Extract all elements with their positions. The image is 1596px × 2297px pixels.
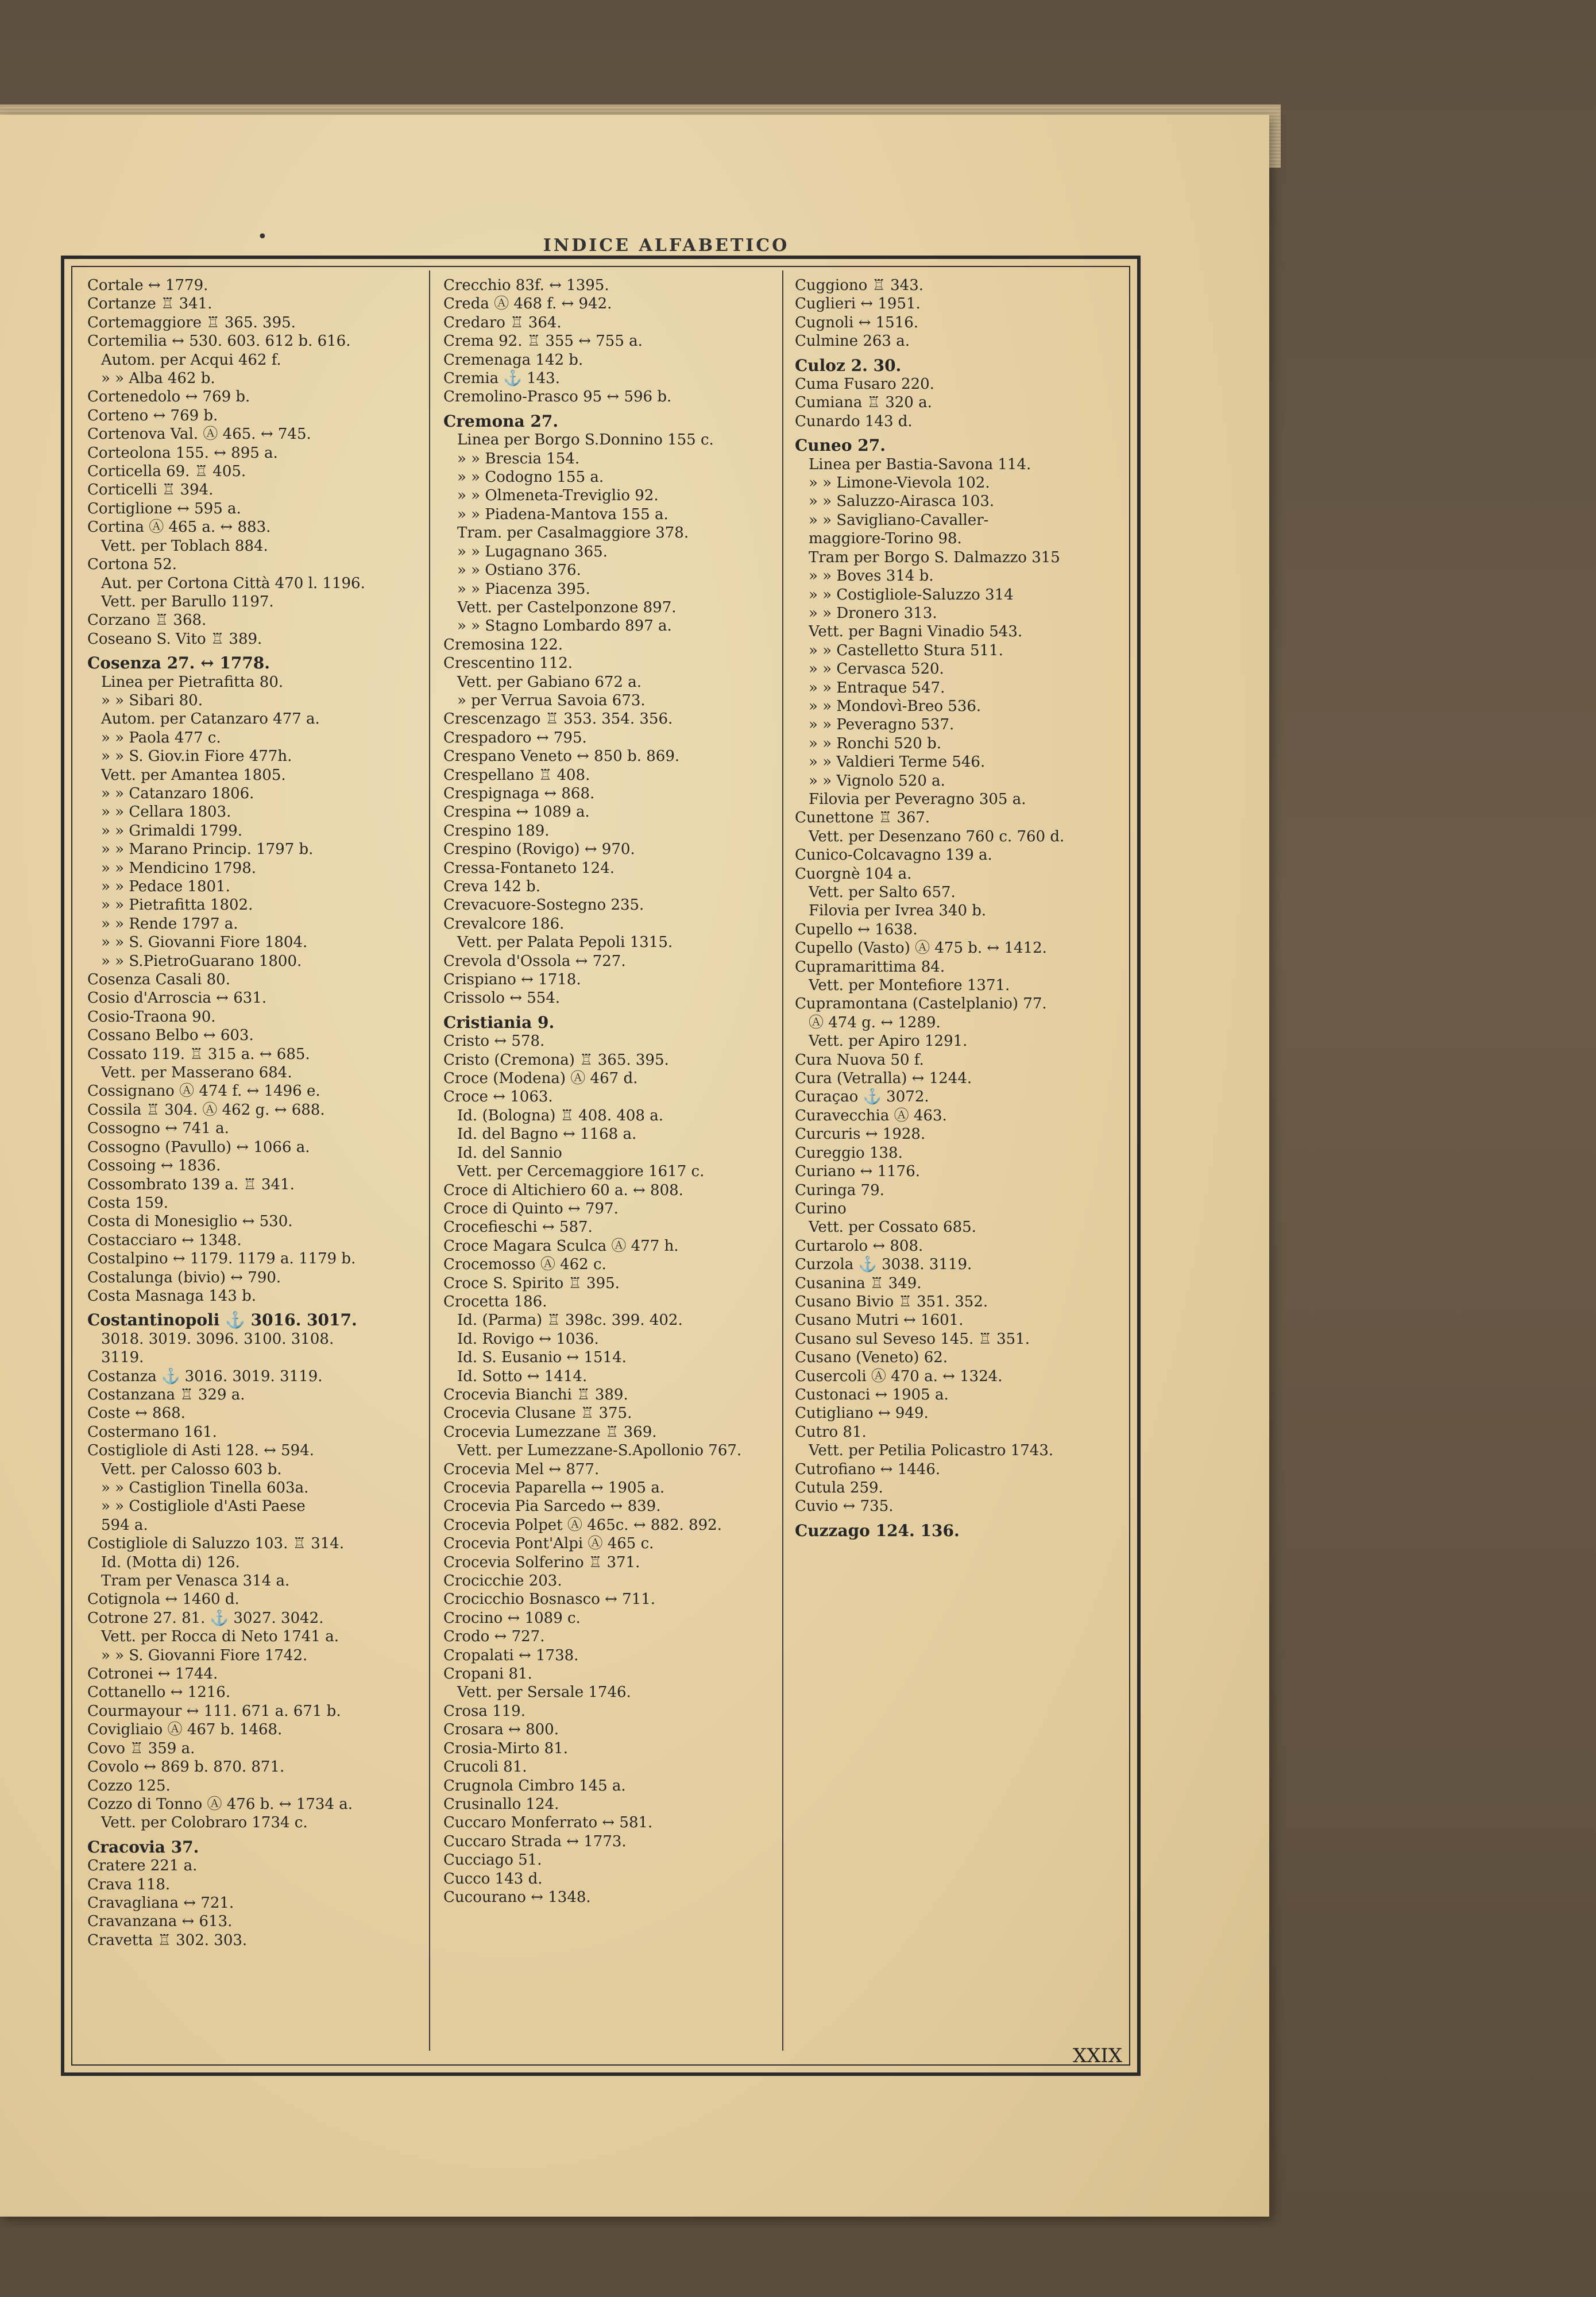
- index-entry: Cosenza Casali 80.: [87, 971, 230, 989]
- index-entry: Cunardo 143 d.: [795, 412, 913, 430]
- index-entry: Vett. per Cossato 685.: [809, 1219, 976, 1236]
- index-entry: » » Cervasca 520.: [809, 660, 944, 678]
- index-entry: Cravanzana ↔ 613.: [87, 1913, 233, 1931]
- index-entry: Cusano (Veneto) 62.: [795, 1349, 948, 1367]
- index-entry: Crocicchio Bosnasco ↔ 711.: [443, 1591, 656, 1608]
- index-entry: Curzola ⚓ 3038. 3119.: [795, 1256, 972, 1274]
- index-entry: Id. S. Eusanio ↔ 1514.: [457, 1349, 627, 1367]
- index-entry: Cosio-Traona 90.: [87, 1008, 216, 1026]
- index-entry: » » Castelletto Stura 511.: [809, 641, 1003, 659]
- index-entry: Cossoing ↔ 1836.: [87, 1157, 221, 1175]
- index-entry: Cotignola ↔ 1460 d.: [87, 1591, 239, 1608]
- index-entry: Cortenova Val. Ⓐ 465. ↔ 745.: [87, 426, 311, 443]
- index-entry: Corteolona 155. ↔ 895 a.: [87, 444, 278, 462]
- index-entry: » » Costigliole d'Asti Paese: [101, 1498, 306, 1515]
- index-entry: Cucciago 51.: [443, 1851, 542, 1869]
- index-entry: Crocicchie 203.: [443, 1572, 562, 1590]
- index-entry: » » Entraque 547.: [809, 679, 945, 697]
- index-entry: » » Saluzzo-Airasca 103.: [809, 493, 995, 511]
- index-entry: » » Piadena-Mantova 155 a.: [457, 505, 668, 523]
- index-entry: » » Costigliole-Saluzzo 314: [809, 586, 1014, 604]
- index-entry: » » Peveragno 537.: [809, 716, 954, 734]
- index-entry: Cortenedolo ↔ 769 b.: [87, 388, 250, 406]
- index-entry: » » Castiglion Tinella 603a.: [101, 1479, 309, 1496]
- index-entry: Cunico-Colcavagno 139 a.: [795, 846, 992, 864]
- index-entry: Crocino ↔ 1089 c.: [443, 1609, 581, 1627]
- index-entry: Corticelli ♖ 394.: [87, 481, 214, 499]
- index-entry: Cotronei ↔ 1744.: [87, 1665, 218, 1683]
- index-entry: » » Olmeneta-Treviglio 92.: [457, 487, 659, 505]
- column-divider: [429, 270, 430, 2051]
- index-entry: Vett. per Amantea 1805.: [101, 766, 286, 784]
- index-entry: Crocevia Polpet Ⓐ 465c. ↔ 882. 892.: [443, 1516, 722, 1534]
- index-entry: Courmayour ↔ 111. 671 a. 671 b.: [87, 1702, 341, 1720]
- index-entry: Cortina Ⓐ 465 a. ↔ 883.: [87, 519, 271, 536]
- index-entry: 3018. 3019. 3096. 3100. 3108.: [101, 1330, 334, 1348]
- index-entry: Costacciaro ↔ 1348.: [87, 1231, 242, 1249]
- index-entry: » » Paola 477 c.: [101, 729, 221, 747]
- index-entry: Curavecchia Ⓐ 463.: [795, 1107, 947, 1124]
- index-entry: » » Pedace 1801.: [101, 878, 230, 895]
- index-entry: » » Ronchi 520 b.: [809, 734, 942, 752]
- index-entry: Cumiana ♖ 320 a.: [795, 394, 932, 412]
- index-entry: Curaçao ⚓ 3072.: [795, 1088, 929, 1106]
- index-entry: Vett. per Barullo 1197.: [101, 593, 274, 610]
- index-entry: Crocevia Clusane ♖ 375.: [443, 1405, 632, 1422]
- index-entry: Corzano ♖ 368.: [87, 612, 207, 629]
- index-entry: Autom. per Acqui 462 f.: [101, 351, 281, 369]
- index-entry: » » Savigliano-Cavaller-: [809, 511, 989, 529]
- index-entry: Cuggiono ♖ 343.: [795, 277, 924, 294]
- index-entry: Ⓐ 474 g. ↔ 1289.: [809, 1014, 941, 1031]
- index-heading-entry: Cristiania 9.: [443, 1012, 555, 1032]
- index-entry: » » Codogno 155 a.: [457, 469, 604, 486]
- index-entry: Vett. per Toblach 884.: [101, 537, 268, 555]
- index-entry: 3119.: [101, 1349, 144, 1367]
- index-entry: Cortona 52.: [87, 556, 177, 574]
- index-entry: Vett. per Masserano 684.: [101, 1064, 292, 1082]
- index-entry: Vett. per Apiro 1291.: [809, 1033, 968, 1050]
- index-entry: Cuglieri ↔ 1951.: [795, 295, 921, 313]
- index-heading-entry: Cracovia 37.: [87, 1837, 199, 1857]
- index-entry: Vett. per Cercemaggiore 1617 c.: [457, 1163, 705, 1181]
- index-entry: Costa Masnaga 143 b.: [87, 1287, 257, 1305]
- index-entry: Vett. per Rocca di Neto 1741 a.: [101, 1628, 339, 1646]
- index-entry: Crosa 119.: [443, 1702, 525, 1720]
- index-entry: Id. (Motta di) 126.: [101, 1553, 240, 1571]
- index-entry: Crocefieschi ↔ 587.: [443, 1219, 593, 1236]
- index-entry: Cremolino-Prasco 95 ↔ 596 b.: [443, 388, 672, 406]
- index-entry: Crosara ↔ 800.: [443, 1721, 559, 1739]
- index-entry: Vett. per Colobraro 1734 c.: [101, 1814, 308, 1832]
- index-entry: Cusano Mutri ↔ 1601.: [795, 1312, 964, 1329]
- index-entry: Covolo ↔ 869 b. 870. 871.: [87, 1758, 285, 1776]
- index-entry: Cutro 81.: [795, 1423, 867, 1441]
- index-entry: Cratere 221 a.: [87, 1857, 198, 1875]
- index-entry: Vett. per Lumezzane-S.Apollonio 767.: [457, 1442, 742, 1460]
- index-entry: Tram per Borgo S. Dalmazzo 315: [809, 548, 1060, 566]
- index-entry: Cossano Belbo ↔ 603.: [87, 1027, 254, 1045]
- index-entry: Cusano sul Seveso 145. ♖ 351.: [795, 1330, 1030, 1348]
- index-entry: Cuvio ↔ 735.: [795, 1498, 894, 1515]
- index-entry: Crocetta 186.: [443, 1293, 547, 1310]
- index-entry: Cortanze ♖ 341.: [87, 295, 212, 313]
- index-entry: Id. (Parma) ♖ 398c. 399. 402.: [457, 1312, 683, 1329]
- index-entry: Costa di Monesiglio ↔ 530.: [87, 1213, 293, 1231]
- index-entry: Cozzo 125.: [87, 1777, 171, 1795]
- index-entry: Cortemaggiore ♖ 365. 395.: [87, 314, 296, 331]
- index-entry: Croce S. Spirito ♖ 395.: [443, 1274, 620, 1292]
- index-entry: Crespino (Rovigo) ↔ 970.: [443, 841, 635, 859]
- index-entry: Crecchio 83f. ↔ 1395.: [443, 277, 609, 294]
- index-entry: » » Valdieri Terme 546.: [809, 753, 986, 771]
- index-entry: Croce Magara Sculca Ⓐ 477 h.: [443, 1237, 679, 1255]
- index-entry: Vett. per Montefiore 1371.: [809, 977, 1010, 995]
- index-entry: Cortemilia ↔ 530. 603. 612 b. 616.: [87, 332, 351, 350]
- index-entry: Cupello (Vasto) Ⓐ 475 b. ↔ 1412.: [795, 939, 1047, 957]
- index-entry: » » Stagno Lombardo 897 a.: [457, 617, 672, 635]
- index-entry: Cucco 143 d.: [443, 1870, 543, 1888]
- page-bullet-mark: •: [257, 227, 268, 247]
- index-frame: [61, 256, 1141, 2076]
- index-entry: Crosia-Mirto 81.: [443, 1739, 569, 1757]
- index-column-2: [443, 276, 776, 2045]
- index-entry: Crespano Veneto ↔ 850 b. 869.: [443, 748, 680, 765]
- index-entry: » » Sibari 80.: [101, 691, 203, 709]
- index-entry: » » S.PietroGuarano 1800.: [101, 952, 302, 970]
- index-entry: Crespellano ♖ 408.: [443, 766, 590, 784]
- index-entry: Costalpino ↔ 1179. 1179 a. 1179 b.: [87, 1250, 356, 1268]
- index-entry: Crusinallo 124.: [443, 1795, 559, 1813]
- index-entry: Id. Rovigo ↔ 1036.: [457, 1330, 599, 1348]
- index-entry: » per Verrua Savoia 673.: [457, 691, 646, 709]
- index-entry: Cura (Vetralla) ↔ 1244.: [795, 1070, 972, 1088]
- index-column-1: [87, 276, 409, 2045]
- index-entry: Cossombrato 139 a. ♖ 341.: [87, 1175, 295, 1193]
- index-entry: » » Rende 1797 a.: [101, 915, 238, 933]
- column-divider: [782, 270, 783, 2051]
- index-entry: Cottanello ↔ 1216.: [87, 1684, 231, 1702]
- index-entry: Costanzana ♖ 329 a.: [87, 1386, 245, 1403]
- index-entry: Crocevia Pia Sarcedo ↔ 839.: [443, 1498, 661, 1515]
- index-entry: Id. del Bagno ↔ 1168 a.: [457, 1126, 637, 1143]
- index-entry: Curcuris ↔ 1928.: [795, 1126, 926, 1143]
- index-entry: Cortiglione ↔ 595 a.: [87, 500, 241, 517]
- index-entry: Crocevia Mel ↔ 877.: [443, 1460, 600, 1478]
- index-entry: Croce (Modena) Ⓐ 467 d.: [443, 1070, 638, 1088]
- index-entry: Cugnoli ↔ 1516.: [795, 314, 919, 331]
- index-entry: Vett. per Salto 657.: [809, 884, 956, 901]
- index-entry: Cuccaro Monferrato ↔ 581.: [443, 1814, 653, 1832]
- index-entry: » » Grimaldi 1799.: [101, 822, 242, 840]
- index-entry: Corteno ↔ 769 b.: [87, 407, 218, 424]
- index-entry: Crespino 189.: [443, 822, 550, 840]
- index-entry: Crevacuore-Sostegno 235.: [443, 896, 644, 914]
- index-entry: Id. del Sannio: [457, 1144, 562, 1162]
- index-entry: Vett. per Sersale 1746.: [457, 1684, 631, 1702]
- index-entry: Cravetta ♖ 302. 303.: [87, 1931, 248, 1949]
- index-entry: Cremia ⚓ 143.: [443, 370, 560, 388]
- index-entry: Crocevia Solferino ♖ 371.: [443, 1553, 640, 1571]
- page-number: XXIX: [1073, 2044, 1123, 2067]
- index-entry: Croce di Altichiero 60 a. ↔ 808.: [443, 1181, 683, 1199]
- index-entry: Cosio d'Arroscia ↔ 631.: [87, 989, 267, 1007]
- index-entry: Crespignaga ↔ 868.: [443, 784, 595, 802]
- index-entry: Cusercoli Ⓐ 470 a. ↔ 1324.: [795, 1367, 1003, 1385]
- index-entry: Covigliaio Ⓐ 467 b. 1468.: [87, 1721, 283, 1739]
- index-entry: Cunettone ♖ 367.: [795, 809, 930, 827]
- index-heading-entry: Cuzzago 124. 136.: [795, 1521, 960, 1540]
- index-entry: Filovia per Ivrea 340 b.: [809, 902, 987, 920]
- index-entry: Curino: [795, 1200, 847, 1217]
- index-entry: Crespina ↔ 1089 a.: [443, 803, 590, 821]
- index-entry: Crocevia Bianchi ♖ 389.: [443, 1386, 628, 1403]
- index-entry: Cureggio 138.: [795, 1144, 903, 1162]
- index-entry: » » S. Giov.in Fiore 477h.: [101, 748, 292, 765]
- index-entry: Cutrofiano ↔ 1446.: [795, 1460, 941, 1478]
- index-entry: Linea per Pietrafitta 80.: [101, 673, 284, 691]
- index-entry: Coste ↔ 868.: [87, 1405, 186, 1422]
- index-entry: Curtarolo ↔ 808.: [795, 1237, 923, 1255]
- index-entry: Crodo ↔ 727.: [443, 1628, 545, 1646]
- index-entry: Crespadoro ↔ 795.: [443, 729, 587, 747]
- index-entry: » » Ostiano 376.: [457, 562, 581, 579]
- index-entry: Cossignano Ⓐ 474 f. ↔ 1496 e.: [87, 1082, 320, 1100]
- index-entry: » » Boves 314 b.: [809, 567, 934, 585]
- index-entry: Crocevia Lumezzane ♖ 369.: [443, 1423, 657, 1441]
- index-entry: Id. Sotto ↔ 1414.: [457, 1367, 588, 1385]
- index-entry: Cusanina ♖ 349.: [795, 1274, 922, 1292]
- index-column-3: [795, 276, 1128, 2045]
- index-entry: Cossogno (Pavullo) ↔ 1066 a.: [87, 1138, 310, 1156]
- index-entry: Tram per Venasca 314 a.: [101, 1572, 290, 1590]
- index-entry: Linea per Borgo S.Donnino 155 c.: [457, 431, 714, 449]
- index-entry: Vett. per Petilia Policastro 1743.: [809, 1442, 1054, 1460]
- index-entry: Id. (Bologna) ♖ 408. 408 a.: [457, 1107, 663, 1124]
- index-entry: 594 a.: [101, 1516, 148, 1534]
- index-entry: Creda Ⓐ 468 f. ↔ 942.: [443, 295, 612, 313]
- index-entry: Cossila ♖ 304. Ⓐ 462 g. ↔ 688.: [87, 1101, 325, 1119]
- index-entry: Costigliole di Asti 128. ↔ 594.: [87, 1442, 315, 1460]
- index-entry: Cristo ↔ 578.: [443, 1033, 545, 1050]
- index-entry: » » Alba 462 b.: [101, 370, 215, 388]
- index-heading-entry: Cuneo 27.: [795, 436, 886, 455]
- index-entry: » » Mondovì-Breo 536.: [809, 697, 981, 715]
- running-title: INDICE ALFABETICO: [543, 235, 790, 256]
- index-entry: » » S. Giovanni Fiore 1804.: [101, 934, 308, 952]
- index-entry: Cremenaga 142 b.: [443, 351, 583, 369]
- index-entry: Covo ♖ 359 a.: [87, 1739, 195, 1757]
- index-entry: Crocevia Paparella ↔ 1905 a.: [443, 1479, 665, 1496]
- index-entry: Cusano Bivio ♖ 351. 352.: [795, 1293, 988, 1310]
- index-entry: » » Brescia 154.: [457, 450, 580, 467]
- index-entry: Crevola d'Ossola ↔ 727.: [443, 952, 626, 970]
- index-entry: Culmine 263 a.: [795, 332, 910, 350]
- index-entry: Corticella 69. ♖ 405.: [87, 463, 246, 481]
- index-entry: Vett. per Castelponzone 897.: [457, 598, 677, 616]
- index-entry: » » Marano Princip. 1797 b.: [101, 841, 314, 859]
- index-entry: Crevalcore 186.: [443, 915, 565, 933]
- index-entry: Crava 118.: [87, 1876, 171, 1893]
- index-entry: Coseano S. Vito ♖ 389.: [87, 630, 262, 648]
- index-entry: Crema 92. ♖ 355 ↔ 755 a.: [443, 332, 643, 350]
- index-entry: Curinga 79.: [795, 1181, 884, 1199]
- index-entry: Costanza ⚓ 3016. 3019. 3119.: [87, 1367, 323, 1385]
- index-entry: Cuorgnè 104 a.: [795, 865, 912, 883]
- index-entry: » » Limone-Vievola 102.: [809, 474, 990, 492]
- index-entry: Cuma Fusaro 220.: [795, 376, 934, 393]
- index-entry: Crissolo ↔ 554.: [443, 989, 561, 1007]
- index-entry: » » S. Giovanni Fiore 1742.: [101, 1646, 308, 1664]
- index-entry: » » Piacenza 395.: [457, 580, 590, 598]
- index-entry: Aut. per Cortona Città 470 l. 1196.: [101, 574, 365, 592]
- index-entry: Crispiano ↔ 1718.: [443, 971, 581, 989]
- index-entry: Cotrone 27. 81. ⚓ 3027. 3042.: [87, 1609, 324, 1627]
- index-entry: Vett. per Bagni Vinadio 543.: [809, 623, 1023, 641]
- index-entry: » » Dronero 313.: [809, 604, 937, 622]
- index-entry: Vett. per Palata Pepoli 1315.: [457, 934, 673, 952]
- index-entry: Cupramontana (Castelplanio) 77.: [795, 995, 1047, 1013]
- index-entry: Crugnola Cimbro 145 a.: [443, 1777, 626, 1795]
- index-entry: » » Cellara 1803.: [101, 803, 231, 821]
- index-entry: Cossogno ↔ 741 a.: [87, 1120, 229, 1138]
- index-entry: » » Vignolo 520 a.: [809, 772, 945, 790]
- index-entry: Filovia per Peveragno 305 a.: [809, 790, 1026, 808]
- index-entry: Vett. per Calosso 603 b.: [101, 1460, 282, 1478]
- index-entry: Credaro ♖ 364.: [443, 314, 562, 331]
- index-entry: Custonaci ↔ 1905 a.: [795, 1386, 949, 1403]
- index-entry: Cupramarittima 84.: [795, 958, 945, 976]
- index-entry: » » Lugagnano 365.: [457, 543, 608, 560]
- index-entry: Costalunga (bivio) ↔ 790.: [87, 1269, 281, 1286]
- index-entry: Cropalati ↔ 1738.: [443, 1646, 579, 1664]
- index-entry: Curiano ↔ 1176.: [795, 1163, 921, 1181]
- index-entry: Linea per Bastia-Savona 114.: [809, 455, 1031, 473]
- index-entry: Cortale ↔ 1779.: [87, 277, 208, 294]
- index-entry: Cressa-Fontaneto 124.: [443, 859, 615, 877]
- index-heading-entry: Costantinopoli ⚓ 3016. 3017.: [87, 1310, 357, 1330]
- index-entry: Costa 159.: [87, 1194, 168, 1212]
- index-entry: Cupello ↔ 1638.: [795, 921, 918, 938]
- index-heading-entry: Cremona 27.: [443, 411, 559, 431]
- index-entry: Cravagliana ↔ 721.: [87, 1894, 234, 1912]
- index-entry: Croce di Quinto ↔ 797.: [443, 1200, 619, 1217]
- index-entry: Cristo (Cremona) ♖ 365. 395.: [443, 1051, 669, 1069]
- index-entry: Costermano 161.: [87, 1423, 217, 1441]
- index-entry: » » Mendicino 1798.: [101, 859, 257, 877]
- index-entry: Costigliole di Saluzzo 103. ♖ 314.: [87, 1535, 345, 1553]
- index-entry: Creva 142 b.: [443, 878, 540, 895]
- index-entry: » » Catanzaro 1806.: [101, 784, 254, 802]
- index-entry: Croce ↔ 1063.: [443, 1088, 553, 1106]
- index-entry: Cropani 81.: [443, 1665, 532, 1683]
- index-entry: Crocevia Pont'Alpi Ⓐ 465 c.: [443, 1535, 654, 1553]
- index-heading-entry: Cosenza 27. ↔ 1778.: [87, 653, 270, 673]
- index-entry: Cozzo di Tonno Ⓐ 476 b. ↔ 1734 a.: [87, 1795, 353, 1813]
- index-heading-entry: Culoz 2. 30.: [795, 355, 902, 375]
- index-entry: Cutula 259.: [795, 1479, 883, 1496]
- index-entry: Cremosina 122.: [443, 636, 563, 653]
- index-entry: Cura Nuova 50 f.: [795, 1051, 924, 1069]
- index-entry: Vett. per Gabiano 672 a.: [457, 673, 642, 691]
- index-entry: » » Pietrafitta 1802.: [101, 896, 253, 914]
- index-entry: Crucoli 81.: [443, 1758, 527, 1776]
- index-entry: Crescenzago ♖ 353. 354. 356.: [443, 710, 673, 728]
- index-entry: Cossato 119. ♖ 315 a. ↔ 685.: [87, 1045, 310, 1063]
- index-entry: Autom. per Catanzaro 477 a.: [101, 710, 320, 728]
- index-entry: Crocemosso Ⓐ 462 c.: [443, 1256, 606, 1274]
- index-entry: Vett. per Desenzano 760 c. 760 d.: [809, 827, 1065, 845]
- index-entry: Tram. per Casalmaggiore 378.: [457, 524, 689, 542]
- index-entry: Cutigliano ↔ 949.: [795, 1405, 929, 1422]
- index-entry: Crescentino 112.: [443, 655, 573, 672]
- index-entry: maggiore-Torino 98.: [809, 530, 962, 548]
- index-entry: Cuccaro Strada ↔ 1773.: [443, 1832, 627, 1850]
- index-entry: Cucourano ↔ 1348.: [443, 1888, 591, 1906]
